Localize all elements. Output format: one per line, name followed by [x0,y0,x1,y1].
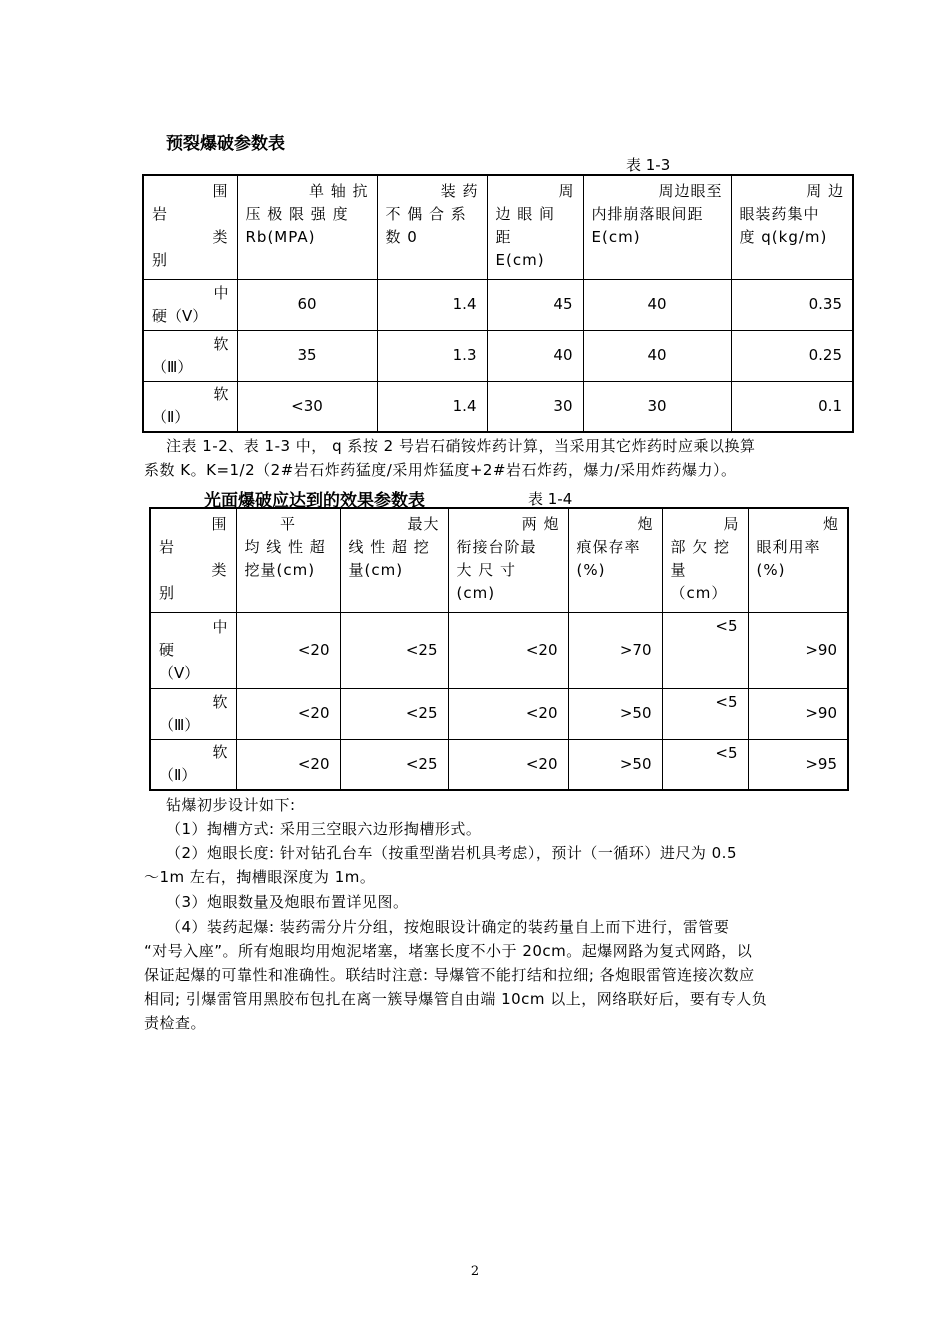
cat-bot: （Ⅴ） [159,663,200,682]
hdr-line: 局 [723,515,740,533]
hdr-line: 眼装药集中 [739,205,820,223]
hdr-line: 边 眼 间 距 [495,205,556,246]
header-cat-left: 岩 [159,538,176,556]
cat-top: 中 [213,283,229,302]
cat-bot: （Ⅱ） [152,408,190,427]
cell: <20 [448,688,568,739]
cat-top: 软 [213,385,229,404]
hdr-line: 数 0 [385,228,418,246]
cell: 60 [237,279,377,330]
cell: 45 [487,279,583,330]
cell: 30 [487,381,583,432]
row-category [150,739,236,790]
table1-header-spacing [487,175,583,279]
header-cat-top: 围 [211,515,228,533]
design-p2-line2: ～1m 左右，掏槽眼深度为 1m。 [144,868,376,886]
hdr-line: 最大 [407,515,440,533]
row-category [143,330,237,381]
header-cat-left: 岩 [152,205,169,223]
table2-label: 表 1-4 [528,490,573,508]
table2-header-row [150,508,848,612]
table2-header-step [448,508,568,612]
hdr-line: 部 欠 挖 [670,538,731,556]
table2-header-trace [568,508,662,612]
table-row [150,739,848,790]
cell: <5 [662,612,748,688]
note-line-2: 系数 K。K=1/2（2#岩石炸药猛度/采用炸猛度+2#岩石炸药，爆力/采用炸药爆力）。 [144,461,737,479]
table2-header-underbreak [662,508,748,612]
design-p4-line1: （4）装药起爆: 装药需分片分组，按炮眼设计确定的装药量自上而下进行，雷管要 [166,918,730,936]
cell: <20 [448,612,568,688]
page-number: 2 [470,1264,480,1279]
cat-top: 中 [212,617,228,636]
cat-top: 软 [212,692,228,711]
header-cat-top: 围 [212,182,229,200]
cell: >90 [748,612,848,688]
table2-header-utilization [748,508,848,612]
header-cat-mid: 类 [211,561,228,579]
cell: 35 [237,330,377,381]
design-p2-line1: （2）炮眼长度: 针对钻孔台车（按重型凿岩机具考虑），预计（一循环）进尺为 0.5 [166,844,737,862]
cell: <20 [236,612,340,688]
table1-header-charge [731,175,853,279]
note-line-1: 注表 1-2、表 1-3 中， q 系按 2 号岩石硝铵炸药计算，当采用其它炸药时应乘以换算 [166,437,756,455]
table1-title: 预裂爆破参数表 [166,134,285,154]
cell: <25 [340,612,448,688]
table1-header-strength [237,175,377,279]
table2 [149,507,849,791]
table-row [150,688,848,739]
header-cat-bot: 别 [159,584,176,602]
row-category [143,279,237,330]
cat-bot: （Ⅲ） [159,715,200,734]
hdr-line: E(cm) [591,228,641,246]
cell: 40 [487,330,583,381]
row-category [143,381,237,432]
hdr-line: 两 炮 [521,515,560,533]
cell: >95 [748,739,848,790]
header-cat-mid: 类 [212,228,229,246]
hdr-line: 周边眼至 [658,182,723,200]
hdr-line: （cm） [670,584,728,602]
design-p4-line5: 责检查。 [144,1014,207,1032]
cat-bot: （Ⅱ） [159,766,197,785]
cell: <5 [662,739,748,790]
row-category [150,688,236,739]
table1-label: 表 1-3 [626,156,671,174]
hdr-line: 大 尺 寸 [456,561,517,579]
hdr-line: 炮 [637,515,654,533]
table2-title: 光面爆破应达到的效果参数表 [204,491,425,511]
hdr-line: 痕保存率 [576,538,641,556]
cat-top: 软 [213,334,229,353]
cell: 1.4 [377,279,487,330]
hdr-line: 单 轴 抗 [308,182,369,200]
cat-bot: 硬（Ⅴ） [152,306,208,325]
cell: <25 [340,739,448,790]
table1-header-category [143,175,237,279]
table-row [143,381,853,432]
hdr-line: 衔接台阶最 [456,538,537,556]
cell: 40 [583,330,731,381]
design-intro: 钻爆初步设计如下: [166,796,296,814]
hdr-line: 炮 [822,515,839,533]
hdr-line: 线 性 超 挖 [348,538,430,556]
table-row [150,612,848,688]
hdr-line: 压 极 限 强 度 [245,205,349,223]
cell: <20 [236,739,340,790]
row-category [150,612,236,688]
cell: >70 [568,612,662,688]
cell: 0.25 [731,330,853,381]
cell: <5 [662,688,748,739]
hdr-line: 挖量(cm) [244,561,316,579]
table2-header-category [150,508,236,612]
cat-top: 软 [212,743,228,762]
hdr-line: (%) [756,561,786,579]
table1-header-row-distance [583,175,731,279]
hdr-line: 周 边 [806,182,844,200]
table1-header-coupling [377,175,487,279]
cell: 0.1 [731,381,853,432]
cell: >50 [568,739,662,790]
hdr-line: 装 药 [440,182,479,200]
design-p1: （1）掏槽方式: 采用三空眼六边形掏槽形式。 [166,820,482,838]
hdr-line: (cm) [456,584,496,602]
hdr-line: E(cm) [495,251,545,269]
table-row [143,330,853,381]
table1-header-row [143,175,853,279]
table2-header-avg-overbreak [236,508,340,612]
hdr-line: 量 [670,561,687,579]
cell: 0.35 [731,279,853,330]
hdr-line: 量(cm) [348,561,404,579]
cell: 1.4 [377,381,487,432]
cell: >50 [568,688,662,739]
design-p4-line4: 相同; 引爆雷管用黑胶布包扎在离一簇导爆管自由端 10cm 以上，网络联好后，要有专人负 [144,990,768,1008]
design-p3: （3）炮眼数量及炮眼布置详见图。 [166,893,409,911]
cat-bot: （Ⅲ） [152,357,193,376]
header-cat-bot: 别 [152,251,169,269]
hdr-line: 度 q(kg/m) [739,228,828,246]
hdr-line: 眼利用率 [756,538,821,556]
cat-mid: 硬 [159,640,175,659]
design-p4-line3: 保证起爆的可靠性和准确性。联结时注意: 导爆管不能打结和拉细; 各炮眼雷管连接次数应 [144,966,755,984]
cell: <25 [340,688,448,739]
table1 [142,174,854,433]
hdr-line: 内排崩落眼间距 [591,205,704,223]
design-p4-line2: “对号入座”。所有炮眼均用炮泥堵塞，堵塞长度不小于 20cm。起爆网路为复式网路，以 [144,942,753,960]
cell: 30 [583,381,731,432]
hdr-line: 均 线 性 超 [244,538,326,556]
cell: <20 [448,739,568,790]
cell: >90 [748,688,848,739]
table2-header-max-overbreak [340,508,448,612]
hdr-line: 平 [279,515,296,533]
cell: <30 [237,381,377,432]
hdr-line: Rb(MPA) [245,228,316,246]
hdr-line: 不 偶 合 系 [385,205,467,223]
table-row [143,279,853,330]
cell: <20 [236,688,340,739]
cell: 40 [583,279,731,330]
cell: 1.3 [377,330,487,381]
hdr-line: (%) [576,561,606,579]
hdr-line: 周 [558,182,575,200]
